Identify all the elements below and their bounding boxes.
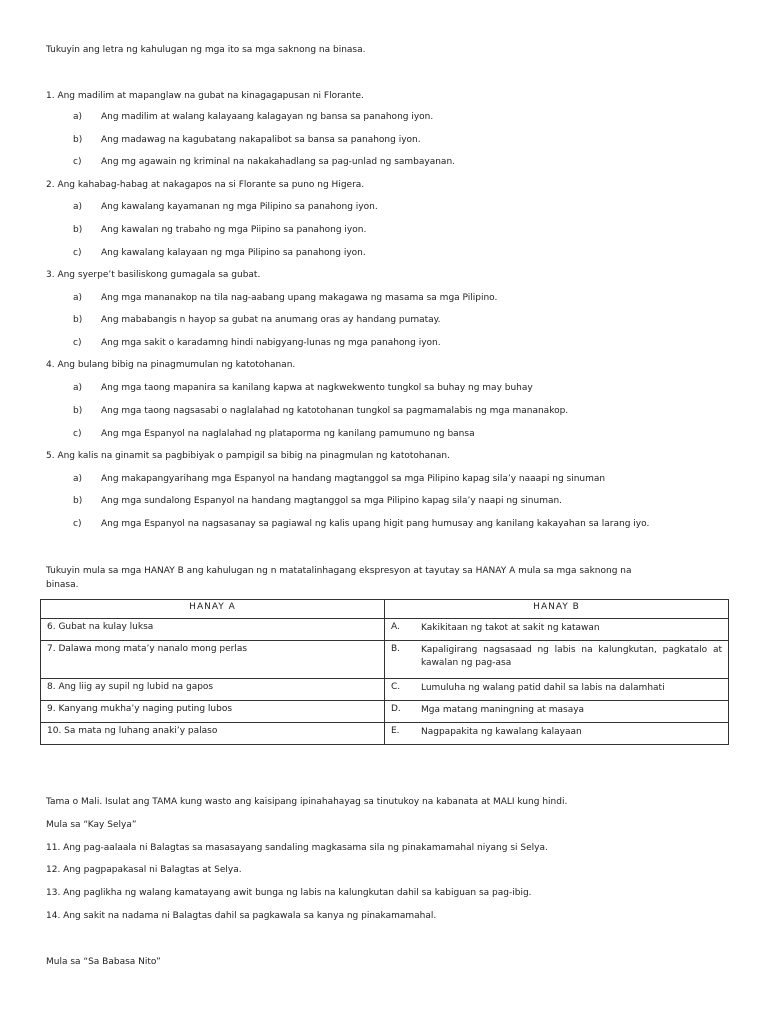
option-text: Ang mga Espanyol na naglalahad ng plataporma ng kanilang pamumuno ng bansa (101, 429, 475, 439)
hanay-a-cell: 8. Ang liig ay supil ng lubid na gapos (41, 679, 385, 701)
hanay-b-text: Mga matang maningning at masaya (421, 705, 585, 715)
hanay-a-cell: 9. Kanyang mukha’y naging puting lubos (41, 701, 385, 723)
section-heading-kay-selya: Mula sa “Kay Selya” (46, 820, 137, 830)
table-header-row (41, 600, 729, 619)
hanay-b-text: Lumuluha ng walang patid dahil sa labis na dalamhati (421, 683, 665, 693)
option-letter: c) (73, 338, 82, 348)
option-letter: b) (73, 406, 83, 416)
tama-mali-instruction: Tama o Mali. Isulat ang TAMA kung wasto ang kaisipang ipinahahayag sa tinutukoy na kabanata at MALI kung hindi. (46, 797, 568, 807)
option-text: Ang mg agawain ng kriminal na nakakahadlang sa pag-unlad ng sambayanan. (101, 157, 456, 167)
hanay-b-letter: C. (391, 682, 401, 692)
hanay-b-letter: B. (391, 644, 401, 654)
option-text: Ang madawag na kagubatang nakapalibot sa bansa sa panahong iyon. (101, 135, 421, 145)
option-text: Ang mga taong nagsasabi o naglalahad ng katotohanan tungkol sa pagmamalabis ng mga mananakop. (101, 406, 569, 416)
option-text: Ang mga Espanyol na nagsasanay sa pagiawal ng kalis upang higit pang humusay ang kanilang kakayahan sa larang iyo. (101, 519, 650, 529)
option-text: Ang mga taong mapanira sa kanilang kapwa at nagkwekwento tungkol sa buhay ng may buhay (101, 383, 533, 393)
option-letter: c) (73, 519, 82, 529)
table-row (41, 641, 729, 679)
hanay-a-cell: 10. Sa mata ng luhang anaki’y palaso (41, 723, 385, 745)
section-heading-sa-babasa-nito: Mula sa “Sa Babasa Nito” (46, 957, 161, 967)
hanay-instruction-line-2: binasa. (46, 580, 79, 590)
hanay-a-cell: 7. Dalawa mong mata’y nanalo mong perlas (41, 641, 385, 679)
option-text: Ang mga mananakop na tila nag-aabang upang makagawa ng masama sa mga Pilipino. (101, 293, 498, 303)
option-letter: a) (73, 202, 83, 212)
tama-mali-item-14: 14. Ang sakit na nadama ni Balagtas dahil sa pagkawala sa kanya ng pinakamamahal. (46, 911, 437, 921)
hanay-b-cell (385, 679, 729, 701)
question-4: 4. Ang bulang bibig na pinagmumulan ng katotohanan. (46, 360, 296, 370)
hanay-instruction-full (0, 0, 1, 1)
hanay-b-cell (385, 701, 729, 723)
hanay-b-text: Kapaligirang nagsasaad ng labis na kalungkutan, pagkatalo at kawalan ng pag-asa (421, 645, 722, 668)
hanay-b-letter: A. (391, 622, 400, 632)
intro-instruction: Tukuyin ang letra ng kahulugan ng mga ito sa mga saknong na binasa. (46, 45, 366, 55)
question-2: 2. Ang kahabag-habag at nakagapos na si Florante sa puno ng Higera. (46, 180, 365, 190)
hanay-b-cell (385, 619, 729, 641)
option-text: Ang mga sakit o karadamng hindi nabigyang-lunas ng mga panahong iyon. (101, 338, 441, 348)
option-text: Ang kawalang kalayaan ng mga Pilipino sa panahong iyon. (101, 248, 366, 258)
hanay-instruction (46, 564, 632, 592)
header-hanay-a: HANAY A (41, 600, 385, 619)
hanay-a-cell: 6. Gubat na kulay luksa (41, 619, 385, 641)
option-letter: a) (73, 112, 83, 122)
table-row (41, 619, 729, 641)
option-letter: b) (73, 225, 83, 235)
table-row (41, 679, 729, 701)
hanay-b-text: Nagpapakita ng kawalang kalayaan (421, 727, 582, 737)
option-text: Ang kawalang kayamanan ng mga Pilipino sa panahong iyon. (101, 202, 378, 212)
option-letter: c) (73, 429, 82, 439)
option-letter: c) (73, 157, 82, 167)
option-text: Ang mga sundalong Espanyol na handang magtanggol sa mga Pilipino kapag sila’y naapi ng sinuman. (101, 496, 563, 506)
option-text: Ang madilim at walang kalayaang kalagayan ng bansa sa panahong iyon. (101, 112, 434, 122)
option-letter: b) (73, 496, 83, 506)
option-letter: a) (73, 383, 83, 393)
hanay-b-letter: D. (391, 704, 401, 714)
hanay-b-cell (385, 723, 729, 745)
option-text: Ang makapangyarihang mga Espanyol na handang magtanggol sa mga Pilipino kapag sila’y naaapi ng sinuman (101, 474, 606, 484)
tama-mali-item-11: 11. Ang pag-aalaala ni Balagtas sa masasayang sandaling magkasama sila ng pinakamamahal niyang si Selya. (46, 843, 548, 853)
question-5: 5. Ang kalis na ginamit sa pagbibiyak o pampigil sa bibig na pinagmulan ng katotohanan. (46, 451, 450, 461)
hanay-b-cell (385, 641, 729, 679)
option-letter: a) (73, 474, 83, 484)
option-text: Ang mababangis n hayop sa gubat na anumang oras ay handang pumatay. (101, 315, 441, 325)
header-hanay-b: HANAY B (385, 600, 729, 619)
table-row (41, 723, 729, 745)
hanay-instruction-line-1: Tukuyin mula sa mga HANAY B ang kahulugan ng n matatalinhagang ekspresyon at tayutay sa HANAY A mula sa mga saknong na (46, 566, 632, 576)
option-letter: a) (73, 293, 83, 303)
question-1: 1. Ang madilim at mapanglaw na gubat na kinagagapusan ni Florante. (46, 91, 364, 101)
question-3: 3. Ang syerpe’t basiliskong gumagala sa gubat. (46, 270, 261, 280)
option-letter: b) (73, 135, 83, 145)
hanay-b-text: Kakikitaan ng takot at sakit ng katawan (421, 623, 600, 633)
option-letter: b) (73, 315, 83, 325)
option-letter: c) (73, 248, 82, 258)
table-row (41, 701, 729, 723)
hanay-b-letter: E. (391, 726, 400, 736)
tama-mali-item-12: 12. Ang pagpapakasal ni Balagtas at Selya. (46, 865, 242, 875)
tama-mali-item-13: 13. Ang paglikha ng walang kamatayang awit bunga ng labis na kalungkutan dahil sa kabiguan sa pag-ibig. (46, 888, 532, 898)
hanay-table (40, 599, 729, 745)
option-text: Ang kawalan ng trabaho ng mga Piipino sa panahong iyon. (101, 225, 367, 235)
